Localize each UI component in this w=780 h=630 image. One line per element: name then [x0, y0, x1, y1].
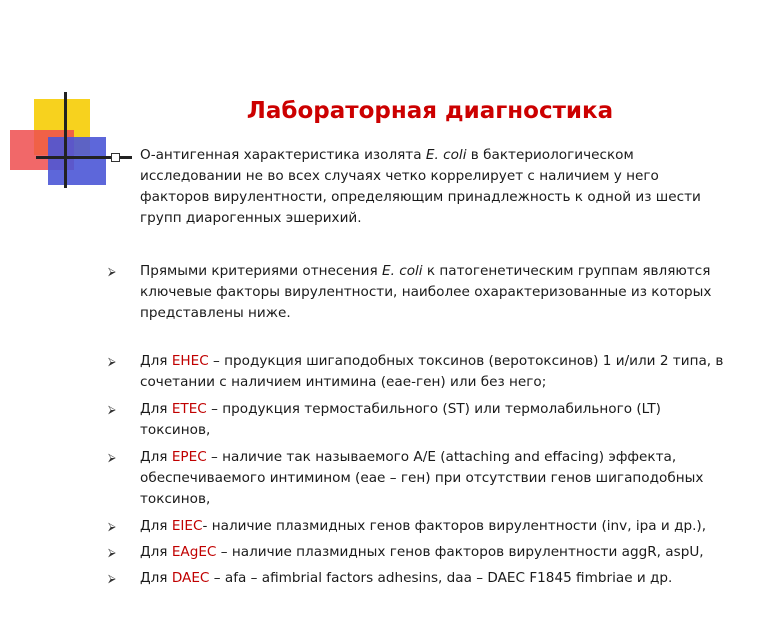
arrow-bullet-icon: ⮚: [108, 520, 116, 533]
item1-line3: факторов вирулентности, определяющим принадлежность к одной из шести: [140, 189, 701, 205]
item5-text: – наличие так называемого A/E (attaching and effacing) эффекта,: [206, 449, 677, 465]
arrow-bullet-icon: ⮚: [108, 403, 116, 416]
item3-prefix: Для: [140, 353, 172, 369]
arrow-bullet-icon: ⮚: [108, 451, 116, 464]
slide-title: Лабораторная диагностика: [246, 98, 614, 124]
item8-line1: [140, 568, 762, 589]
item4-prefix: Для: [140, 401, 172, 417]
item6-text: - наличие плазмидных генов факторов вирулентности (inv, ipa и др.),: [202, 518, 707, 534]
list-item-7: [140, 542, 762, 563]
item6-group-name: EIEC: [171, 518, 203, 534]
decor-blue-square: [48, 137, 106, 185]
item4-text: – продукция термостабильного (ST) или термолабильного (LT): [206, 401, 661, 417]
list-item-3: [140, 351, 762, 393]
item1-line1: [140, 145, 762, 166]
item5-line3: токсинов,: [140, 491, 211, 507]
list-item-4: [140, 399, 762, 441]
item1-text-b: в бактериологическом: [466, 147, 634, 163]
item1-line2: исследовании не во всех случаях четко коррелирует с наличием у него: [140, 168, 659, 184]
item2-line1: [140, 261, 762, 282]
item5-line2: обеспечиваемого интимином (eae – ген) при отсутствии генов шигаподобных: [140, 470, 704, 486]
item3-group-name: EHEC: [171, 353, 209, 369]
item5-line1: [140, 447, 762, 468]
item5-prefix: Для: [140, 449, 172, 465]
item7-text: – наличие плазмидных генов факторов вирулентности aggR, aspU,: [216, 544, 704, 560]
item2-text-a: Прямыми критериями отнесения: [140, 263, 382, 279]
item6-line1: [140, 516, 762, 537]
list-item-8: [140, 568, 762, 589]
item3-line1: [140, 351, 762, 372]
item6-prefix: Для: [140, 518, 172, 534]
list-item-5: [140, 447, 762, 510]
item8-text: – afa – afimbrial factors adhesins, daa – DAEC F1845 fimbriae и др.: [209, 570, 673, 586]
item1-species: E. coli: [425, 147, 467, 163]
item1-text-a: О-антигенная характеристика изолята: [140, 147, 426, 163]
item3-text: – продукция шигаподобных токсинов (веротоксинов) 1 и/или 2 типа, в: [208, 353, 724, 369]
item7-line1: [140, 542, 762, 563]
item2-text-b: к патогенетическим группам являются: [422, 263, 711, 279]
item4-line1: [140, 399, 762, 420]
arrow-bullet-icon: ⮚: [108, 265, 116, 278]
list-item-2: [140, 261, 762, 324]
item8-group-name: DAEC: [171, 570, 210, 586]
item2-line2: ключевые факторы вирулентности, наиболее охарактеризованные из которых: [140, 284, 712, 300]
list-item-6: [140, 516, 762, 537]
arrow-bullet-icon: ⮚: [108, 572, 116, 585]
item1-line4: групп диарогенных эшерихий.: [140, 210, 362, 226]
list-item-1: [140, 145, 762, 229]
item5-group-name: EPEC: [171, 449, 207, 465]
item2-species: E. coli: [381, 263, 423, 279]
decor-vertical-line: [64, 92, 67, 188]
item3-line2: сочетании с наличием интимина (eae-ген) или без него;: [140, 374, 547, 390]
square-bullet-icon: [111, 153, 120, 162]
item4-line2: токсинов,: [140, 422, 211, 438]
item4-group-name: ETEC: [171, 401, 207, 417]
item7-prefix: Для: [140, 544, 172, 560]
arrow-bullet-icon: ⮚: [108, 355, 116, 368]
item8-prefix: Для: [140, 570, 172, 586]
item7-group-name: EAgEC: [171, 544, 217, 560]
arrow-bullet-icon: ⮚: [108, 546, 116, 559]
item2-line3: представлены ниже.: [140, 305, 291, 321]
